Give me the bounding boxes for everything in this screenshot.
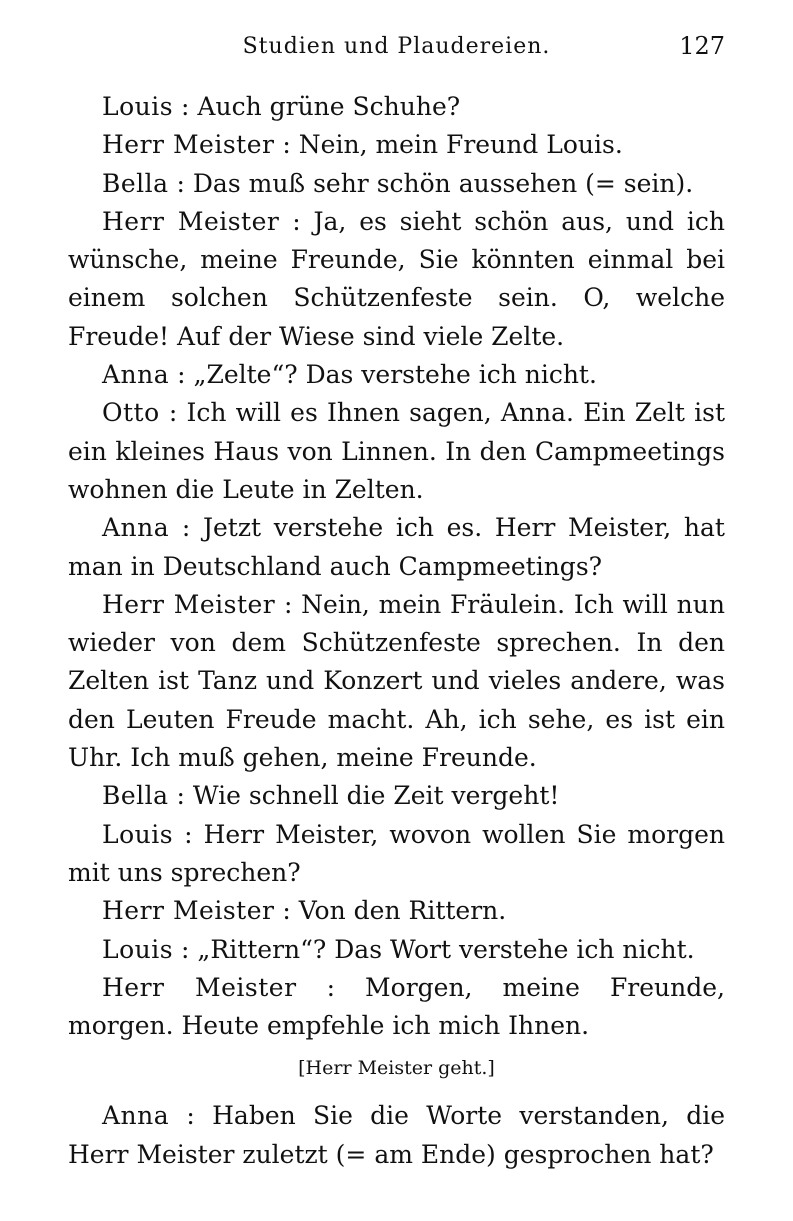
line-text: Herr Meister, wovon wollen Sie morgen mit uns sprechen?	[68, 819, 725, 887]
speaker-name: Louis	[102, 819, 174, 849]
line-text: Ich will es Ihnen sagen, Anna. Ein Zelt ist ein kleines Haus von Linnen. In den Campmeetings wohnen die Leute in Zelten.	[68, 398, 725, 504]
dialogue-line: Bella : Das muß sehr schön aussehen (= sein).	[102, 168, 694, 198]
dialogue-line: Herr Meister : Nein, mein Fräulein. Ich will nun wieder von dem Schützenfeste sprechen. In den Zelten ist Tanz und Konzert und vieles andere, was den Leuten Freude macht. Ah, ich sehe, es ist ein Uhr. Ich muß gehen, meine Freunde.	[68, 589, 725, 773]
speaker-name: Bella	[102, 168, 169, 198]
speaker-name: Herr Meister	[102, 589, 276, 619]
dialogue-line: Louis : „Rittern“? Das Wort verstehe ich nicht.	[102, 934, 695, 964]
line-text: Haben Sie die Worte verstanden, die Herr Meister zuletzt (= am Ende) gesprochen hat?	[68, 1101, 725, 1169]
line-text: Jetzt verstehe ich es. Herr Meister, hat man in Deutschland auch Campmeetings?	[68, 513, 725, 581]
speaker-name: Herr Meister	[102, 896, 275, 926]
speaker-name: Louis	[102, 92, 174, 121]
dialogue-line: Herr Meister : Morgen, meine Freunde, morgen. Heute empfehle ich mich Ihnen.	[68, 972, 725, 1041]
line-text: Von den Rittern.	[298, 896, 507, 926]
line-text: Auch grüne Schuhe?	[197, 92, 461, 121]
dialogue-line: Otto : Ich will es Ihnen sagen, Anna. Ein Zelt ist ein kleines Haus von Linnen. In den Campmeetings wohnen die Leute in Zelten.	[68, 398, 725, 504]
speaker-name: Herr Meister	[102, 130, 275, 160]
line-text: „Rittern“? Das Wort verstehe ich nicht.	[197, 934, 695, 964]
speaker-name: Otto	[102, 398, 160, 428]
line-text: Nein, mein Fräulein. Ich will nun wieder von dem Schützenfeste sprechen. In den Zelten ist Tanz und Konzert und vieles andere, was den Leuten Freude macht. Ah, ich sehe, es ist ein Uhr. Ich muß gehen, meine Freunde.	[68, 589, 725, 773]
line-text: „Zelte“? Das verstehe ich nicht.	[193, 360, 597, 390]
stage-direction: [Herr Meister geht.]	[298, 1057, 495, 1080]
running-header	[68, 28, 725, 74]
speaker-name: Anna	[102, 360, 170, 390]
line-text: Das muß sehr schön aussehen (= sein).	[192, 168, 694, 198]
closing-line: Anna : Haben Sie die Worte verstanden, die Herr Meister zuletzt (= am Ende) gesprochen hat?	[68, 1101, 725, 1169]
running-title: Studien und Plaudereien.	[242, 34, 551, 59]
dialogue-line: Anna : Jetzt verstehe ich es. Herr Meister, hat man in Deutschland auch Campmeetings?	[68, 513, 725, 581]
line-text: Morgen, meine Freunde, morgen. Heute empfehle ich mich Ihnen.	[68, 972, 725, 1041]
speaker-name: Louis	[102, 934, 174, 964]
line-text: Nein, mein Freund Louis.	[298, 130, 623, 160]
line-text: Ja, es sieht schön aus, und ich wünsche, meine Freunde, Sie könnten einmal bei einem solchen Schützenfeste sein. O, welche Freude! Auf der Wiese sind viele Zelte.	[68, 206, 725, 351]
speaker-name: Bella	[102, 781, 169, 811]
dialogue-line: Bella : Wie schnell die Zeit vergeht!	[102, 781, 560, 811]
dialogue-line: Louis : Herr Meister, wovon wollen Sie morgen mit uns sprechen?	[68, 819, 725, 887]
dialogue-line: Herr Meister : Von den Rittern.	[102, 896, 507, 926]
speaker-name: Anna	[102, 513, 170, 543]
dialogue-line: Anna : „Zelte“? Das verstehe ich nicht.	[102, 360, 597, 390]
dialogue-line: Herr Meister : Nein, mein Freund Louis.	[102, 130, 623, 160]
dialogue-line: Herr Meister : Ja, es sieht schön aus, und ich wünsche, meine Freunde, Sie könnten einmal bei einem solchen Schützenfeste sein. O, welche Freude! Auf der Wiese sind viele Zelte.	[68, 206, 725, 351]
speaker-name: Herr Meister	[102, 972, 297, 1002]
line-text: Wie schnell die Zeit vergeht!	[192, 781, 560, 811]
dialogue-line: Louis : Auch grüne Schuhe?	[102, 92, 461, 121]
page-number: 127	[679, 32, 725, 60]
speaker-name: Anna	[102, 1101, 170, 1131]
speaker-name: Herr Meister	[102, 206, 280, 236]
dialogue-text	[68, 88, 725, 1174]
